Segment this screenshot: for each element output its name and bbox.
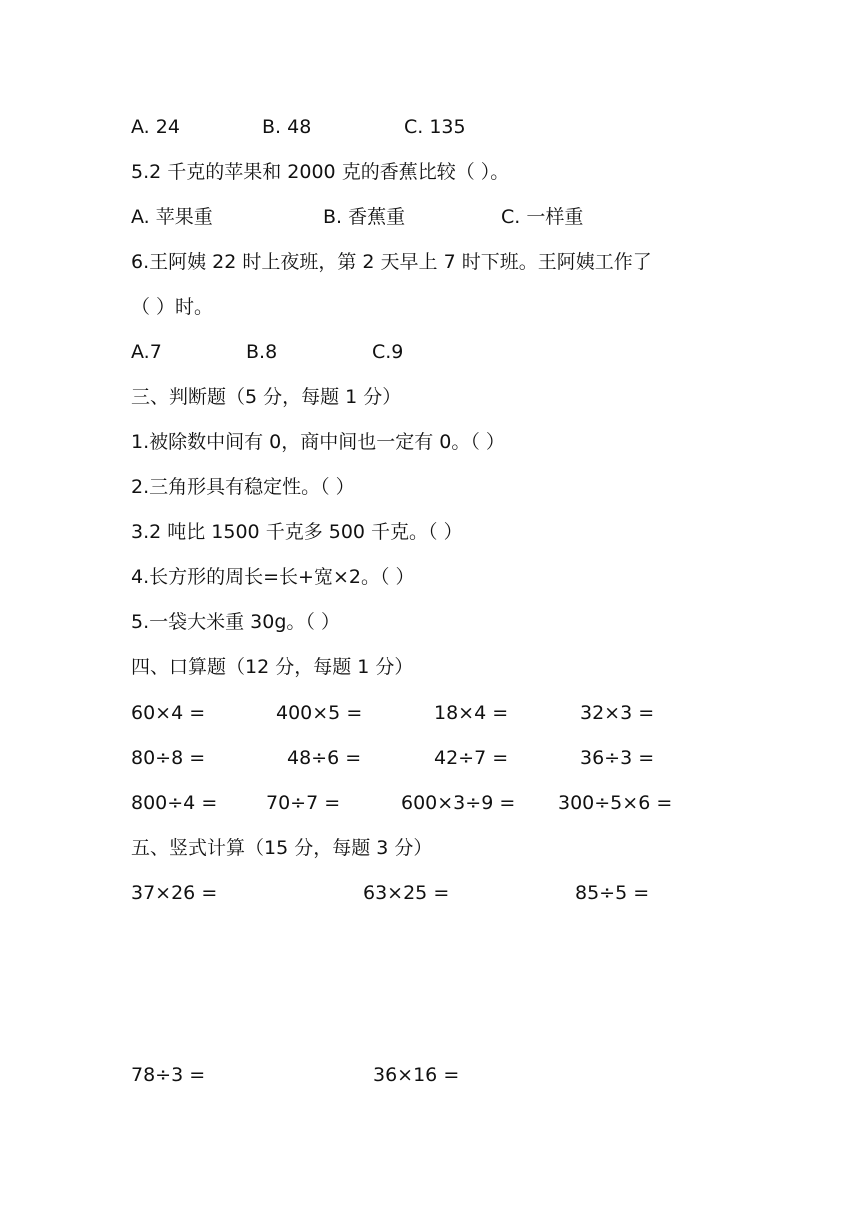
mental-calc-item: 18×4 =: [434, 702, 509, 724]
judgment-item-2: 2.三角形具有稳定性。（ ）: [131, 476, 355, 498]
judgment-item-5: 5.一袋大米重 30g。（ ）: [131, 611, 340, 633]
mental-calc-item: 70÷7 =: [266, 792, 341, 814]
q5-option-c: C. 一样重: [501, 206, 584, 228]
mental-calc-item: 300÷5×6 =: [558, 792, 673, 814]
q5-question: 5.2 千克的苹果和 2000 克的香蕉比较（ ）。: [131, 161, 510, 183]
mental-calc-item: 80÷8 =: [131, 747, 206, 769]
vertical-calc-item: 78÷3 =: [131, 1064, 206, 1086]
judgment-item-4: 4.长方形的周长=长+宽×2。（ ）: [131, 566, 415, 588]
section5-title: 五、竖式计算（15 分，每题 3 分）: [131, 837, 433, 859]
mental-calc-item: 36÷3 =: [580, 747, 655, 769]
mental-calc-item: 42÷7 =: [434, 747, 509, 769]
q5-option-a: A. 苹果重: [131, 206, 213, 228]
judgment-item-3: 3.2 吨比 1500 千克多 500 千克。（ ）: [131, 521, 463, 543]
q6-question-line1: 6.王阿姨 22 时上夜班，第 2 天早上 7 时下班。王阿姨工作了: [131, 251, 652, 273]
vertical-calc-item: 85÷5 =: [575, 882, 650, 904]
section3-title: 三、判断题（5 分，每题 1 分）: [131, 386, 402, 408]
mental-calc-item: 48÷6 =: [287, 747, 362, 769]
mental-calc-item: 32×3 =: [580, 702, 655, 724]
q6-question-line2: （ ）时。: [131, 296, 214, 318]
q4-option-c: C. 135: [404, 116, 466, 138]
q5-option-b: B. 香蕉重: [323, 206, 406, 228]
q4-option-b: B. 48: [262, 116, 312, 138]
mental-calc-item: 800÷4 =: [131, 792, 218, 814]
section4-title: 四、口算题（12 分，每题 1 分）: [131, 656, 414, 678]
q4-option-a: A. 24: [131, 116, 180, 138]
mental-calc-item: 600×3÷9 =: [401, 792, 516, 814]
q6-option-a: A.7: [131, 341, 162, 363]
vertical-calc-item: 36×16 =: [373, 1064, 460, 1086]
mental-calc-item: 400×5 =: [276, 702, 363, 724]
mental-calc-item: 60×4 =: [131, 702, 206, 724]
vertical-calc-item: 63×25 =: [363, 882, 450, 904]
judgment-item-1: 1.被除数中间有 0，商中间也一定有 0。（ ）: [131, 431, 505, 453]
vertical-calc-item: 37×26 =: [131, 882, 218, 904]
q6-option-b: B.8: [246, 341, 278, 363]
q6-option-c: C.9: [372, 341, 404, 363]
